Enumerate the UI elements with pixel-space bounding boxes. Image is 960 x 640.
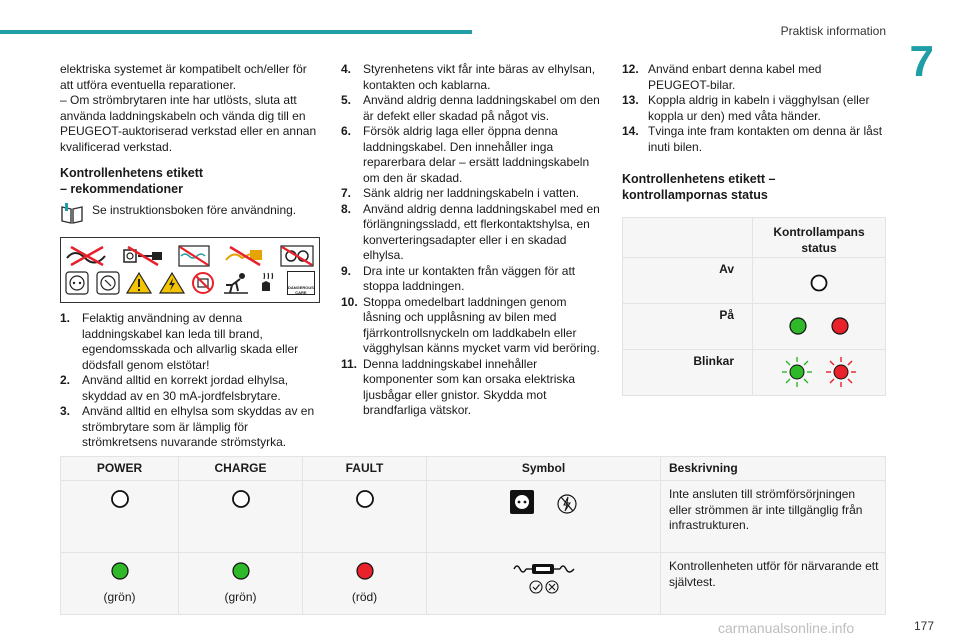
- state-indicator: [753, 304, 886, 350]
- label-row-bottom: [65, 269, 315, 296]
- circuit-breaker-icon: [96, 271, 120, 295]
- electric-shock-icon: [159, 271, 185, 295]
- item-text: Använd enbart denna kabel med PEUGEOT-bilar.: [648, 62, 822, 92]
- state-indicator: [753, 258, 886, 304]
- table-header-row: [623, 218, 886, 258]
- recommendations-list-1: [60, 311, 322, 451]
- item-text: Försök aldrig laga eller öppna denna laddningskabel. Den innehåller inga reparerbara delar – ersätt laddningskabeln om den är skadad.: [363, 124, 590, 185]
- socket-icon: [65, 271, 89, 295]
- socket-icon: [509, 489, 535, 515]
- column-header-fault: FAULT: [303, 457, 427, 481]
- column-header-charge: CHARGE: [179, 457, 303, 481]
- column-2: [341, 62, 607, 419]
- list-item: [341, 186, 607, 202]
- control-unit-label-image: [60, 237, 320, 303]
- power-cell: [61, 481, 179, 553]
- lamp-green-icon: [231, 561, 251, 581]
- recommendations-list-3: [622, 62, 886, 155]
- lamp-green-icon: [110, 561, 130, 581]
- item-number: 10.: [341, 294, 358, 309]
- person-falling-icon: [222, 271, 250, 295]
- list-item: [341, 295, 607, 357]
- table-row: [623, 350, 886, 396]
- list-item: [341, 124, 607, 186]
- heading-line: kontrollampornas status: [622, 188, 768, 202]
- label-row-top: [65, 242, 315, 269]
- manual-note: [60, 203, 322, 225]
- empty-cell: [623, 218, 753, 258]
- indicator-status-table: [60, 456, 886, 615]
- column-1: [60, 62, 322, 451]
- lamp-off-icon: [355, 489, 375, 509]
- description-cell: Kontrollenheten utför för närvarande ett självtest.: [661, 553, 886, 615]
- list-item: [341, 357, 607, 419]
- list-item: [60, 311, 322, 373]
- fault-cell: [303, 553, 427, 615]
- item-text: Använd alltid en korrekt jordad elhylsa, skyddad av en 30 mA-jordfelsbrytare.: [82, 373, 289, 403]
- color-caption: (grön): [224, 589, 257, 604]
- table-row: [61, 481, 886, 553]
- no-open-icon: [191, 271, 215, 295]
- lamp-red-icon: [355, 561, 375, 581]
- page-number: 177: [913, 618, 934, 633]
- item-number: 9.: [341, 263, 352, 278]
- charge-cell: [179, 553, 303, 615]
- heading-line: Kontrollenhetens etikett: [60, 166, 204, 180]
- recommendations-list-2: [341, 62, 607, 419]
- lamp-blink-green-icon: [781, 356, 813, 388]
- item-text: Använd aldrig denna laddningskabel om den är defekt eller skadad på något vis.: [363, 93, 600, 123]
- fault-cell: [303, 481, 427, 553]
- lamp-off-icon: [810, 274, 828, 292]
- section-heading-recommendations: [60, 165, 322, 197]
- table-row: [61, 553, 886, 615]
- state-label: Blinkar: [623, 350, 753, 396]
- list-item: [622, 62, 886, 93]
- heat-hand-icon: [256, 271, 280, 295]
- item-text: Använd aldrig denna laddningskabel med en förlängningssladd, ett flerkontaktshylsa, en konverteringsadapter eller i en skadad elhylsa.: [363, 201, 600, 262]
- item-text: Felaktig användning av denna laddningskabel kan leda till brand, egendomsskada och allvarlig skada eller dödsfall genom elstötar!: [82, 311, 299, 372]
- description-cell: Inte ansluten till strömförsörjningen eller strömmen är inte tillgänglig från infrastrukturen.: [661, 481, 886, 553]
- list-item: [341, 62, 607, 93]
- lamp-status-table: [622, 217, 886, 396]
- manual-book-icon: [60, 203, 84, 225]
- table-row: [623, 304, 886, 350]
- item-number: 14.: [622, 124, 639, 138]
- table-header-row: [61, 457, 886, 481]
- watermark: carmanualsonline.info: [718, 619, 855, 636]
- column-header-power: POWER: [61, 457, 179, 481]
- column-3: [622, 62, 886, 396]
- item-text: Styrenhetens vikt får inte bäras av elhylsan, kontakten och kablarna.: [363, 62, 596, 92]
- state-label: På: [623, 304, 753, 350]
- charge-cell: [179, 481, 303, 553]
- list-item: [622, 124, 886, 155]
- lamp-off-icon: [231, 489, 251, 509]
- item-number: 12.: [622, 62, 639, 76]
- intro-paragraph: elektriska systemet är kompatibelt och/eller för att utföra eventuella reparationer. – Om strömbrytaren inte har utlösts, sluta att använda laddningskabeln och vända dig till en PEUGEOT-auktoriserad verkstad eller en annan kvalificerad verkstad.: [60, 62, 317, 154]
- heading-line: – rekommendationer: [60, 182, 183, 196]
- self-test-cable-icon: [512, 559, 576, 595]
- item-number: 1.: [60, 311, 71, 325]
- no-pulling-icon: [224, 244, 266, 268]
- no-extension-cord-icon: [65, 244, 109, 268]
- color-caption: (röd): [351, 589, 378, 604]
- table-row: [623, 258, 886, 304]
- dangerous-care-badge: DANGEROUS CARE: [287, 271, 315, 295]
- item-text: Koppla aldrig in kabeln i vägghylsan (eller koppla ur den) med våta händer.: [648, 93, 870, 123]
- chapter-number: 7: [909, 37, 934, 86]
- heading-line: Kontrollenhetens etikett –: [622, 172, 776, 186]
- state-indicator: [753, 350, 886, 396]
- warning-triangle-icon: [126, 271, 152, 295]
- item-number: 3.: [60, 404, 71, 418]
- list-item: [622, 93, 886, 124]
- item-text: Denna laddningskabel innehåller komponenter som kan orsaka elektriska ljusbågar eller gnistor. Skydda mot brandfarliga vätskor.: [363, 356, 576, 417]
- column-header-symbol: Symbol: [427, 457, 661, 481]
- lamp-on-green-icon: [788, 316, 808, 336]
- list-item: [60, 404, 322, 451]
- no-water-icon: [177, 244, 211, 268]
- note-text: Se instruktionsboken före användning.: [92, 203, 297, 217]
- item-number: 5.: [341, 93, 352, 107]
- lamp-on-red-icon: [830, 316, 850, 336]
- lamp-blink-red-icon: [825, 356, 857, 388]
- list-item: [341, 264, 607, 295]
- item-text: Tvinga inte fram kontakten om denna är låst inuti bilen.: [648, 124, 883, 154]
- symbol-cell: [427, 481, 661, 553]
- no-adapter-icon: [122, 244, 164, 268]
- symbol-cell: [427, 553, 661, 615]
- item-number: 4.: [341, 62, 352, 76]
- power-cell: [61, 553, 179, 615]
- no-damaged-socket-icon: [279, 244, 315, 268]
- color-caption: (grön): [103, 589, 136, 604]
- item-number: 2.: [60, 373, 71, 387]
- item-number: 6.: [341, 124, 352, 138]
- item-text: Dra inte ur kontakten från väggen för att stoppa laddningen.: [363, 263, 576, 293]
- column-header-description: Beskrivning: [661, 457, 886, 481]
- item-number: 7.: [341, 186, 352, 200]
- state-label: Av: [623, 258, 753, 304]
- chapter-title: Praktisk information: [780, 24, 886, 38]
- item-number: 13.: [622, 93, 639, 107]
- list-item: [341, 93, 607, 124]
- item-text: Använd alltid en elhylsa som skyddas av en strömbrytare som är lämplig för strömkretsens nuvarande strömstyrka.: [82, 404, 315, 449]
- column-header: Kontrollampans status: [753, 218, 886, 258]
- item-text: Sänk aldrig ner laddningskabeln i vatten.: [363, 186, 580, 200]
- list-item: [60, 373, 322, 404]
- list-item: [341, 202, 607, 264]
- header-accent-bar: [0, 30, 472, 34]
- no-power-icon: [556, 493, 578, 515]
- item-number: 8.: [341, 201, 352, 216]
- section-heading-lamp-status: [622, 171, 886, 203]
- item-number: 11.: [341, 356, 358, 371]
- item-text: Stoppa omedelbart laddningen genom låsning och upplåsning av bilen med fjärrkontrollsnyckeln om laddkabeln eller vägghylsan känns mycket varm vid beröring.: [363, 294, 600, 355]
- lamp-off-icon: [110, 489, 130, 509]
